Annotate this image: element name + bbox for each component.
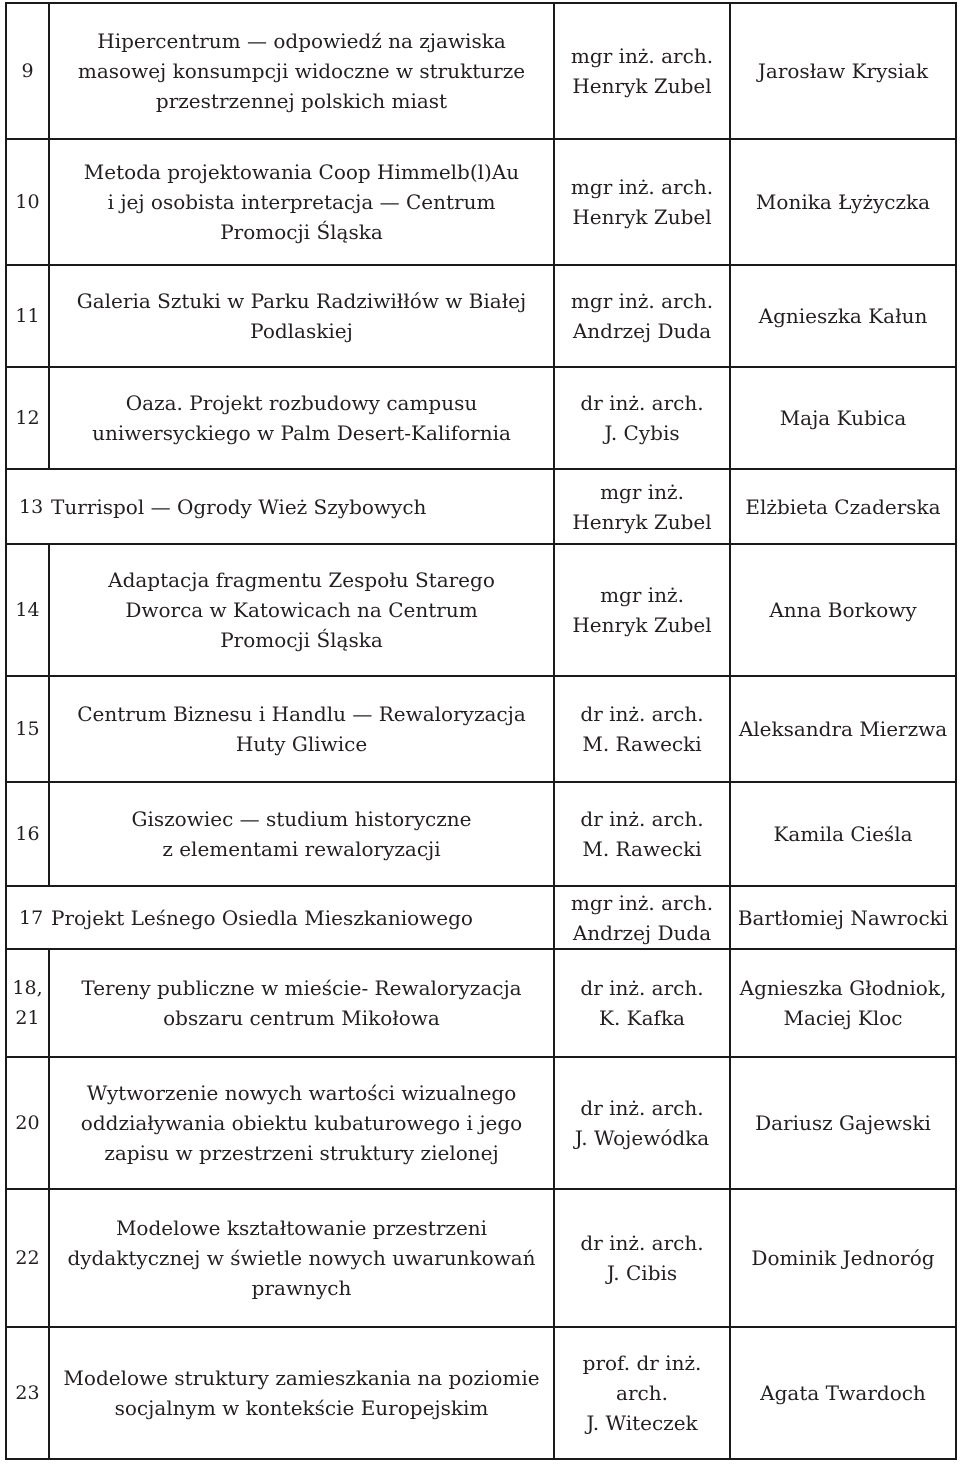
author: Dariusz Gajewski (730, 1057, 956, 1189)
row-number: 17 (6, 886, 49, 949)
author: Dominik Jednoróg (730, 1189, 956, 1327)
supervisor: mgr inż. arch. Andrzej Duda (554, 265, 730, 367)
author: Agnieszka Głodniok, Maciej Kloc (730, 949, 956, 1057)
thesis-title: Hipercentrum — odpowiedź na zjawiska masowej konsumpcji widoczne w strukturze przestrzennej polskich miast (49, 3, 554, 139)
supervisor: dr inż. arch. J. Wojewódka (554, 1057, 730, 1189)
table-row (6, 782, 956, 886)
supervisor: dr inż. arch. J. Cybis (554, 367, 730, 469)
author: Anna Borkowy (730, 544, 956, 676)
row-number: 23 (6, 1327, 49, 1459)
thesis-table (5, 2, 957, 1460)
supervisor: dr inż. arch. M. Rawecki (554, 676, 730, 782)
supervisor: mgr inż. arch. Henryk Zubel (554, 139, 730, 265)
thesis-title: Projekt Leśnego Osiedla Mieszkaniowego (49, 886, 554, 949)
row-number: 12 (6, 367, 49, 469)
table-row (6, 1189, 956, 1327)
table-row (6, 139, 956, 265)
author: Kamila Cieśla (730, 782, 956, 886)
table-row (6, 1057, 956, 1189)
table-row (6, 367, 956, 469)
thesis-title: Oaza. Projekt rozbudowy campusu uniwersyckiego w Palm Desert-Kalifornia (49, 367, 554, 469)
supervisor: dr inż. arch. J. Cibis (554, 1189, 730, 1327)
supervisor: dr inż. arch. K. Kafka (554, 949, 730, 1057)
author: Jarosław Krysiak (730, 3, 956, 139)
table-row (6, 676, 956, 782)
supervisor: dr inż. arch. M. Rawecki (554, 782, 730, 886)
thesis-title: Tereny publiczne w mieście- Rewaloryzacja obszaru centrum Mikołowa (49, 949, 554, 1057)
author: Aleksandra Mierzwa (730, 676, 956, 782)
author: Monika Łyżyczka (730, 139, 956, 265)
author: Elżbieta Czaderska (730, 469, 956, 544)
thesis-title: Modelowe kształtowanie przestrzeni dydaktycznej w świetle nowych uwarunkowań prawnych (49, 1189, 554, 1327)
row-number: 18, 21 (6, 949, 49, 1057)
author: Agnieszka Kałun (730, 265, 956, 367)
table-row (6, 1327, 956, 1459)
author: Maja Kubica (730, 367, 956, 469)
supervisor: mgr inż. Henryk Zubel (554, 544, 730, 676)
row-number: 22 (6, 1189, 49, 1327)
row-number: 11 (6, 265, 49, 367)
supervisor: mgr inż. Henryk Zubel (554, 469, 730, 544)
thesis-title: Metoda projektowania Coop Himmelb(l)Au i jej osobista interpretacja — Centrum Promocji Śląska (49, 139, 554, 265)
row-number: 15 (6, 676, 49, 782)
author: Agata Twardoch (730, 1327, 956, 1459)
supervisor: mgr inż. arch. Andrzej Duda (554, 886, 730, 949)
row-number: 16 (6, 782, 49, 886)
table-row (6, 3, 956, 139)
table-row (6, 949, 956, 1057)
thesis-title: Giszowiec — studium historyczne z elementami rewaloryzacji (49, 782, 554, 886)
thesis-title: Modelowe struktury zamieszkania na poziomie socjalnym w kontekście Europejskim (49, 1327, 554, 1459)
table-row (6, 265, 956, 367)
thesis-title: Wytworzenie nowych wartości wizualnego oddziaływania obiektu kubaturowego i jego zapisu w przestrzeni struktury zielonej (49, 1057, 554, 1189)
table-row (6, 469, 956, 544)
row-number: 9 (6, 3, 49, 139)
row-number: 10 (6, 139, 49, 265)
row-number: 14 (6, 544, 49, 676)
table-row (6, 886, 956, 949)
thesis-title: Galeria Sztuki w Parku Radziwiłłów w Białej Podlaskiej (49, 265, 554, 367)
supervisor: prof. dr inż. arch. J. Witeczek (554, 1327, 730, 1459)
thesis-title: Turrispol — Ogrody Wież Szybowych (49, 469, 554, 544)
thesis-title: Centrum Biznesu i Handlu — Rewaloryzacja Huty Gliwice (49, 676, 554, 782)
row-number: 13 (6, 469, 49, 544)
supervisor: mgr inż. arch. Henryk Zubel (554, 3, 730, 139)
row-number: 20 (6, 1057, 49, 1189)
table-row (6, 544, 956, 676)
author: Bartłomiej Nawrocki (730, 886, 956, 949)
thesis-title: Adaptacja fragmentu Zespołu Starego Dworca w Katowicach na Centrum Promocji Śląska (49, 544, 554, 676)
